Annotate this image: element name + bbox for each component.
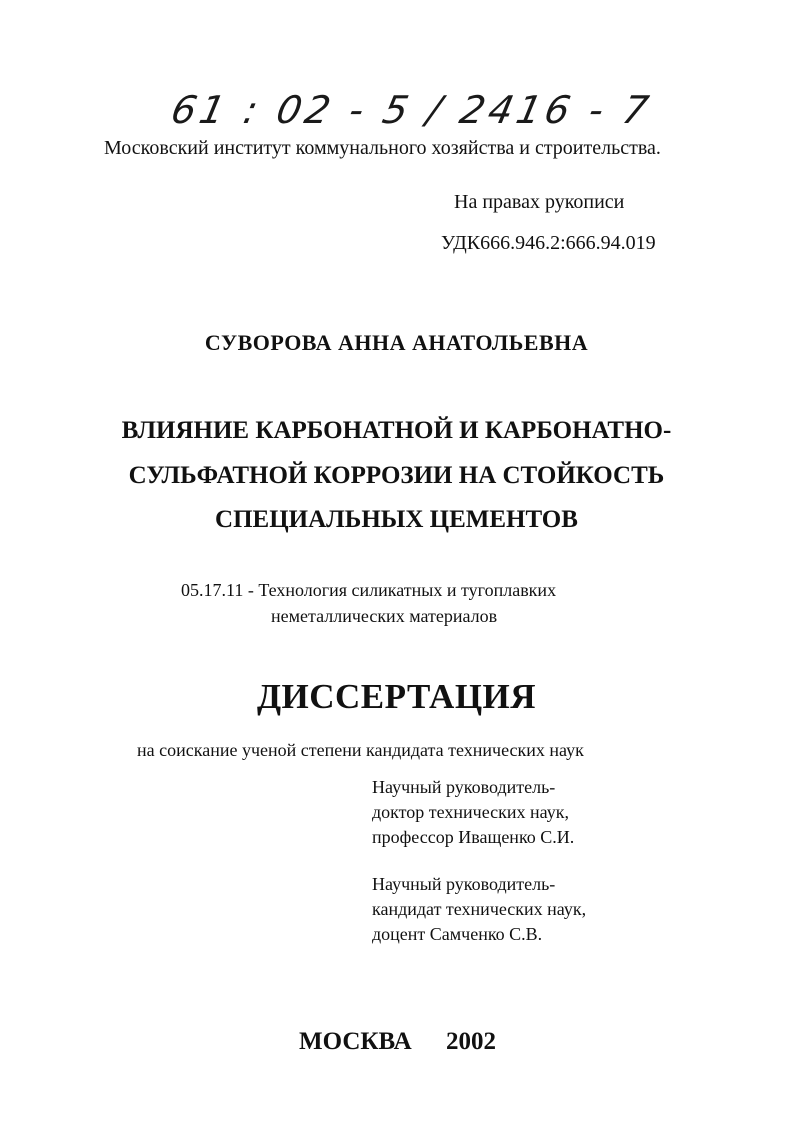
title-line-1: ВЛИЯНИЕ КАРБОНАТНОЙ И КАРБОНАТНО- [121, 417, 672, 444]
degree-sought: на соискание ученой степени кандидата технических наук [137, 740, 584, 760]
supervisor-name: доцент Самченко С.В. [372, 924, 543, 944]
title-line-2: СУЛЬФАТНОЙ КОРРОЗИИ НА СТОЙКОСТЬ [128, 462, 665, 489]
supervisor-role: Научный руководитель- [372, 777, 556, 797]
document-type: ДИССЕРТАЦИЯ [256, 677, 537, 716]
title-line-3: СПЕЦИАЛЬНЫХ ЦЕМЕНТОВ [215, 506, 578, 533]
author-name: СУВОРОВА АННА АНАТОЛЬЕВНА [204, 330, 589, 355]
udk-code: УДК666.946.2:666.94.019 [441, 232, 656, 254]
specialty-line-1: 05.17.11 - Технология силикатных и тугоплавких [181, 580, 557, 600]
specialty-line-2: неметаллических материалов [271, 606, 498, 626]
supervisor-degree: доктор технических наук, [372, 802, 569, 822]
supervisor-degree: кандидат технических наук, [372, 899, 587, 919]
manuscript-rights: На правах рукописи [454, 191, 625, 213]
supervisor-role: Научный руководитель- [372, 874, 556, 894]
city: МОСКВА [299, 1028, 412, 1055]
institute-name: Московский институт коммунального хозяйства и строительства. [104, 137, 661, 159]
supervisor-name: профессор Иващенко С.И. [372, 827, 575, 847]
year: 2002 [446, 1028, 496, 1055]
archive-mark-handwritten: 61 : 02 - 5 / 2416 - 7 [167, 88, 657, 132]
